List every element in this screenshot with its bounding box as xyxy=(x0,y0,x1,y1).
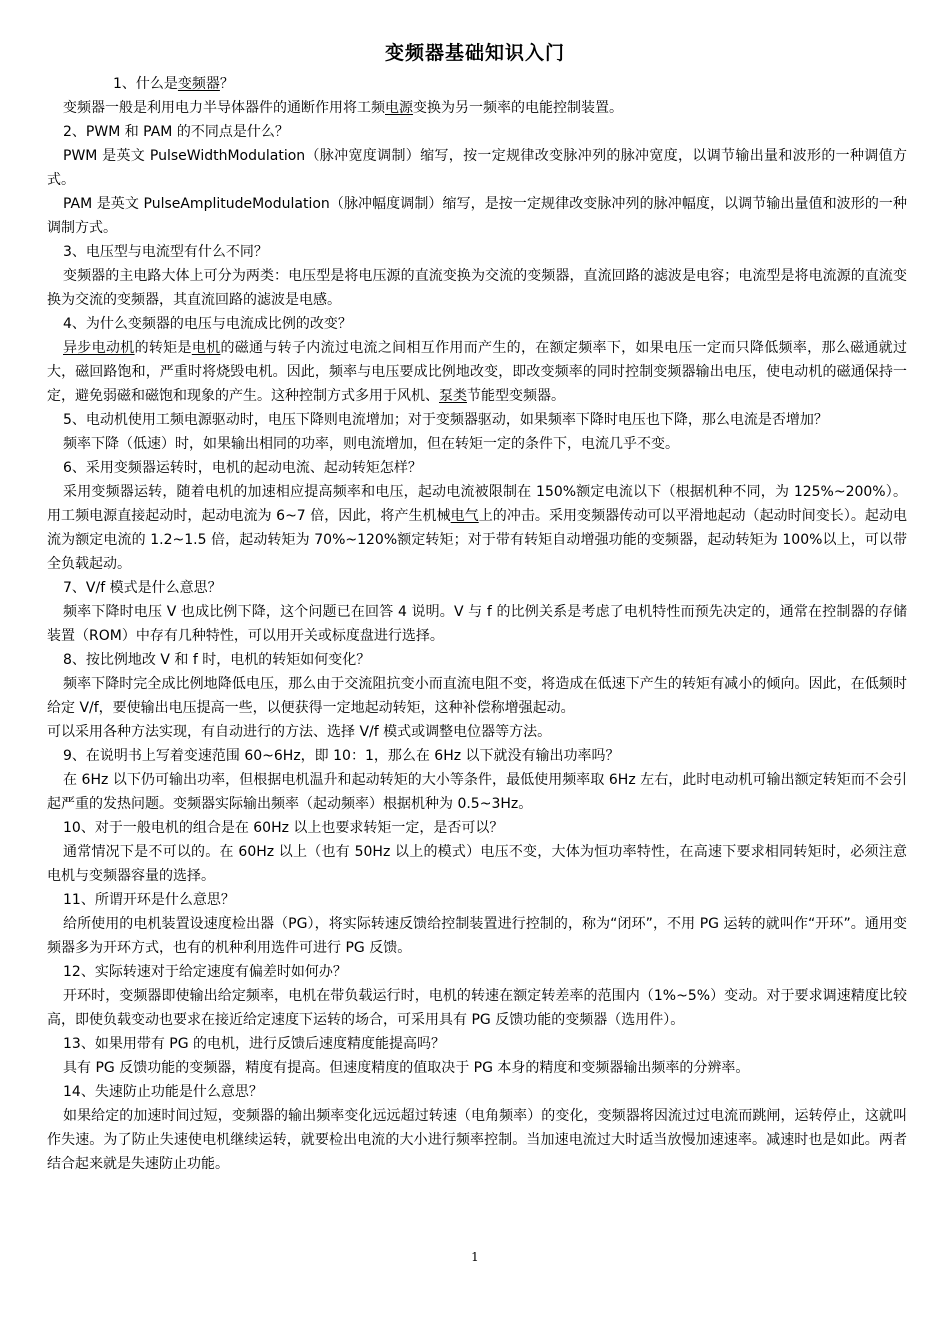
question-7: 7、V/f 模式是什么意思？ xyxy=(63,580,222,596)
question-8: 8、按比例地改 V 和 f 时，电机的转矩如何变化？ xyxy=(63,652,371,668)
question-13: 13、如果用带有 PG 的电机，进行反馈后速度精度能提高吗？ xyxy=(63,1036,446,1052)
answer-2-pam: PAM 是英文 PulseAmplitudeModulation（脉冲幅度调制）缩写，是按一定规律改变脉冲列的脉冲幅度，以调节输出量值和波形的一种调制方式。 xyxy=(47,196,907,236)
answer-10: 通常情况下是不可以的。在 60Hz 以上（也有 50Hz 以上的模式）电压不变，大体为恒功率特性，在高速下要求相同转矩时，必须注意电机与变频器容量的选择。 xyxy=(47,844,907,884)
answer-14: 如果给定的加速时间过短，变频器的输出频率变化远远超过转速（电角频率）的变化，变频器将因流过过电流而跳闸，运转停止，这就叫作失速。为了防止失速使电机继续运转，就要检出电流的大小进行频率控制。当加速电流过大时适当放慢加速速率。减速时也是如此。两者结合起来就是失速防止功能。 xyxy=(47,1108,907,1172)
a4-term-async-motor: 异步电动机 xyxy=(63,340,135,356)
a1-term-link: 电源 xyxy=(385,100,413,116)
answer-6 xyxy=(47,480,907,576)
question-5: 5、电动机使用工频电源驱动时，电压下降则电流增加；对于变频器驱动，如果频率下降时电压也下降，那么电流是否增加？ xyxy=(63,412,828,428)
a4-text-2: 的磁通与转子内流过电流之间相互作用而产生的，在额定频率下，如果电压一定而只降低频率，那么磁通就过大，磁回路饱和，严重时将烧毁电机。因此，频率与电压要成比例地改变，即改变频率的同时控制变频器输出电压，使电动机的磁通保持一定，避免弱磁和磁饱和现象的产生。这种控制方式多用于风机、 xyxy=(47,340,908,404)
document-body xyxy=(47,72,907,1176)
page-number: 1 xyxy=(471,1250,479,1264)
question-4: 4、为什么变频器的电压与电流成比例的改变？ xyxy=(63,316,352,332)
answer-2-pwm: PWM 是英文 PulseWidthModulation（脉冲宽度调制）缩写，按一定规律改变脉冲列的脉冲宽度，以调节输出量和波形的一种调值方式。 xyxy=(47,148,907,188)
question-11: 11、所谓开环是什么意思？ xyxy=(63,892,235,908)
a1-suffix: 变换为另一频率的电能控制装置。 xyxy=(413,100,623,116)
q1-term-link: 变频器 xyxy=(177,76,220,92)
a6-term-electric: 电气 xyxy=(450,508,479,524)
answer-12: 开环时，变频器即使输出给定频率，电机在带负载运行时，电机的转速在额定转差率的范围内（1%~5%）变动。对于要求调速精度比较高，即使负载变动也要求在接近给定速度下运转的场合，可采用具有 PG 反馈功能的变频器（选用件）。 xyxy=(47,988,907,1028)
question-6: 6、采用变频器运转时，电机的起动电流、起动转矩怎样？ xyxy=(63,460,422,476)
answer-5: 频率下降（低速）时，如果输出相同的功率，则电流增加，但在转矩一定的条件下，电流几乎不变。 xyxy=(63,436,679,452)
a4-term-pump: 泵类 xyxy=(439,388,467,404)
a4-term-motor: 电机 xyxy=(191,340,221,356)
q1-prefix: 1、什么是 xyxy=(113,76,178,92)
answer-8a: 频率下降时完全成比例地降低电压，那么由于交流阻抗变小而直流电阻不变，将造成在低速下产生的转矩有减小的倾向。因此，在低频时给定 V/f，要使输出电压提高一些，以便获得一定地起动转矩，这种补偿称增强起动。 xyxy=(47,676,907,716)
a6-text-1: 采用变频器运转，随着电机的加速相应提高频率和电压，起动电流被限制在 150%额定电流以下（根据机种不同，为 125%~200%）。用工频电源直接起动时，起动电流为 6~7 倍，因此，将产生机械 xyxy=(47,484,907,524)
question-14: 14、失速防止功能是什么意思？ xyxy=(63,1084,263,1100)
answer-8b: 可以采用各种方法实现，有自动进行的方法、选择 V/f 模式或调整电位器等方法。 xyxy=(47,724,552,740)
answer-13: 具有 PG 反馈功能的变频器，精度有提高。但速度精度的值取决于 PG 本身的精度和变频器输出频率的分辨率。 xyxy=(63,1060,750,1076)
answer-11: 给所使用的电机装置设速度检出器（PG），将实际转速反馈给控制装置进行控制的，称为“闭环”，不用 PG 运转的就叫作“开环”。通用变频器多为开环方式，也有的机种利用选件可进行 PG 反馈。 xyxy=(47,916,907,956)
answer-1 xyxy=(47,96,907,120)
answer-4 xyxy=(47,336,907,408)
a1-prefix: 变频器一般是利用电力半导体器件的通断作用将工频 xyxy=(63,100,385,116)
question-1 xyxy=(47,72,907,96)
question-9: 9、在说明书上写着变速范围 60~6Hz，即 10：1，那么在 6Hz 以下就没有输出功率吗？ xyxy=(63,748,620,764)
answer-9: 在 6Hz 以下仍可输出功率，但根据电机温升和起动转矩的大小等条件，最低使用频率取 6Hz 左右，此时电动机可输出额定转矩而不会引起严重的发热问题。变频器实际输出频率（起动频率）根据机种为 0.5~3Hz。 xyxy=(47,772,907,812)
q1-suffix: ？ xyxy=(219,76,234,92)
a4-text-1: 的转矩是 xyxy=(134,340,192,356)
a6-text-2: 上的冲击。采用变频器传动可以平滑地起动（起动时间变长）。起动电流为额定电流的 1.2~1.5 倍，起动转矩为 70%~120%额定转矩；对于带有转矩自动增强功能的变频器，起动转矩为 100%以上，可以带全负载起动。 xyxy=(47,508,908,572)
question-3: 3、电压型与电流型有什么不同？ xyxy=(63,244,268,260)
a4-text-3: 节能型变频器。 xyxy=(467,388,565,404)
question-10: 10、对于一般电机的组合是在 60Hz 以上也要求转矩一定，是否可以？ xyxy=(63,820,504,836)
answer-7: 频率下降时电压 V 也成比例下降，这个问题已在回答 4 说明。V 与 f 的比例关系是考虑了电机特性而预先决定的，通常在控制器的存储装置（ROM）中存有几种特性，可以用开关或标度盘进行选择。 xyxy=(47,604,907,644)
question-2: 2、PWM 和 PAM 的不同点是什么？ xyxy=(63,124,289,140)
question-12: 12、实际转速对于给定速度有偏差时如何办？ xyxy=(63,964,347,980)
document-title: 变频器基础知识入门 xyxy=(384,42,565,64)
answer-3: 变频器的主电路大体上可分为两类：电压型是将电压源的直流变换为交流的变频器，直流回路的滤波是电容；电流型是将电流源的直流变换为交流的变频器，其直流回路的滤波是电感。 xyxy=(47,268,907,308)
